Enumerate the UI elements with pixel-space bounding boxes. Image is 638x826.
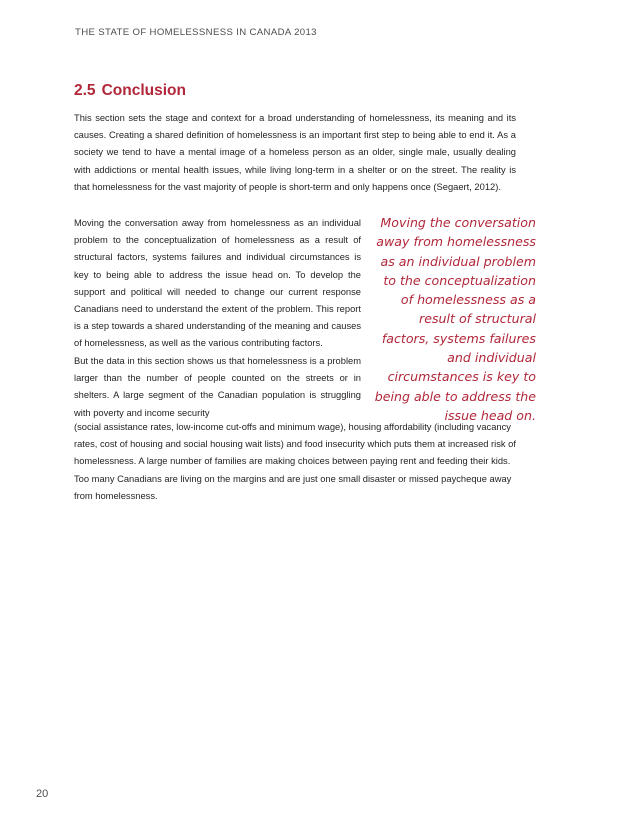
running-header: THE STATE OF HOMELESSNESS IN CANADA 2013 bbox=[75, 27, 317, 38]
section-number: 2.5 bbox=[74, 82, 96, 99]
paragraph-data-continued: (social assistance rates, low-income cut-offs and minimum wage), housing affordability (including vacancy rates, cost of housing and social housing wait lists) and food insecurity which puts them at increased risk of homelessness. A large number of families are making choices between paying rent and feeding their kids. Too many Canadians are living on the margins and are just one small disaster or missed paycheque away from homelessness. bbox=[74, 422, 516, 501]
page-number: 20 bbox=[36, 788, 49, 800]
section-heading bbox=[74, 82, 186, 100]
paragraph-conversation: Moving the conversation away from homelessness as an individual problem to the conceptualization of homelessness as a result of structural factors, systems failures and individual circumstances is key to being able to address the issue head on. To develop the support and political will needed to change our current response Canadians need to understand the extent of the problem. This report is a step towards a shared understanding of the meaning and causes of homelessness, as well as the various contributing factors. bbox=[74, 218, 361, 349]
pull-quote: Moving the conversation away from homelessness as an individual problem to the conceptualization of homelessness as a result of structural factors, systems failures and individual circumstances is key to being able to address the issue head on. bbox=[374, 215, 536, 423]
section-title: Conclusion bbox=[101, 82, 186, 99]
paragraph-data-column: But the data in this section shows us that homelessness is a problem larger than the number of people counted on the streets or in shelters. A large segment of the Canadian population is struggling with poverty and income security bbox=[74, 356, 361, 418]
paragraph-intro: This section sets the stage and context for a broad understanding of homelessness, its meaning and its causes. Creating a shared definition of homelessness is an important first step to being able to end it. As a society we tend to have a mental image of a homeless person as an older, single male, usually dealing with addictions or mental health issues, while living long-term in a shelter or on the street. The reality is that homelessness for the vast majority of people is short-term and only happens once (Segaert, 2012). bbox=[74, 113, 516, 192]
